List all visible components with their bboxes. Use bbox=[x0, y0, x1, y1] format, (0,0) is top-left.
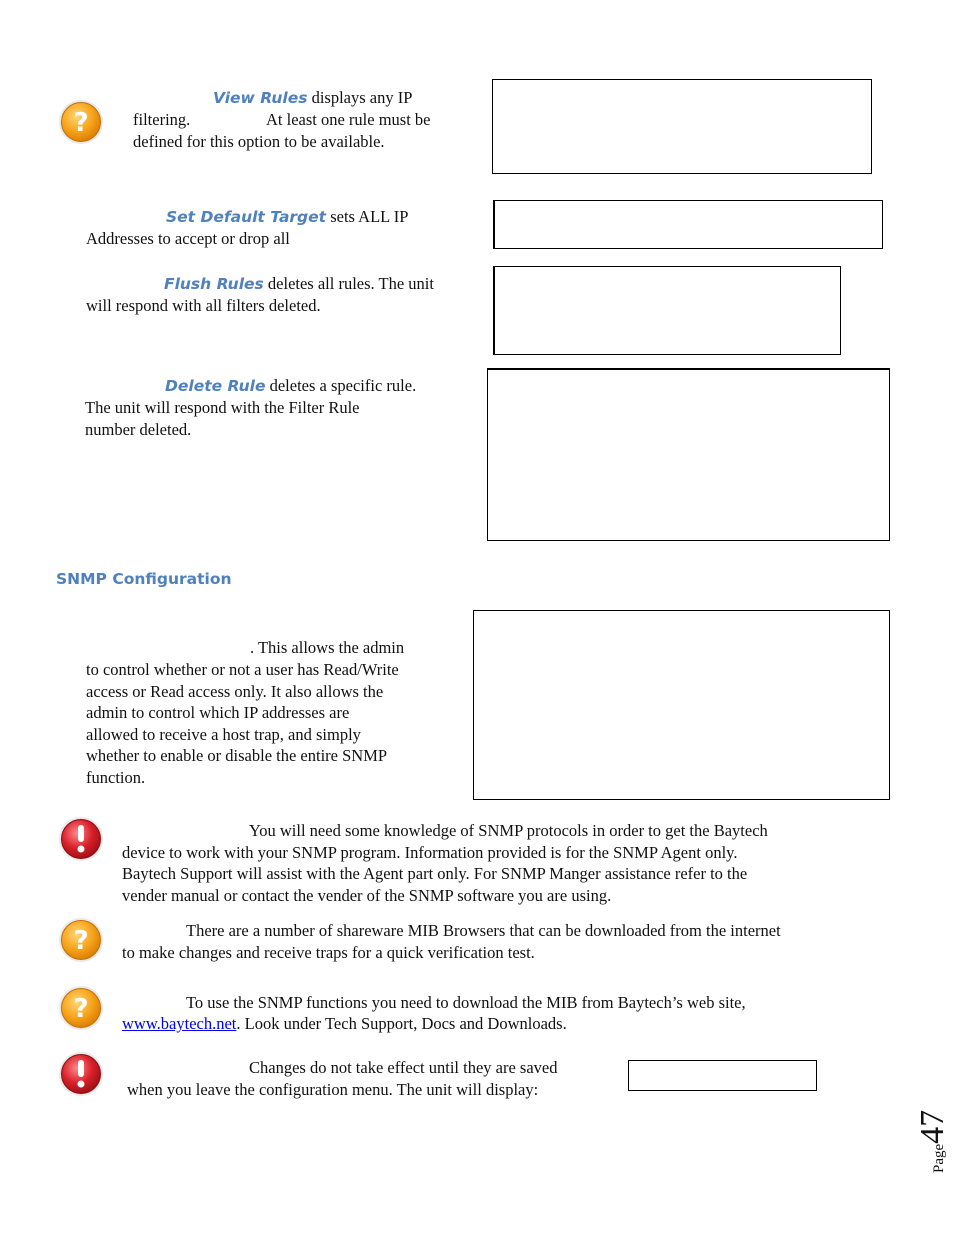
set-default-keyword: Set Default Target bbox=[166, 208, 327, 226]
note4-line1: Changes do not take effect until they are saved bbox=[249, 1058, 558, 1077]
flush-rules-text: deletes all rules. The unit bbox=[263, 274, 434, 293]
view-rules-line3: defined for this option to be available. bbox=[133, 132, 385, 151]
note1-line3: Baytech Support will assist with the Agent part only. For SNMP Manger assistance refer to the bbox=[122, 864, 748, 883]
snmp-line6: whether to enable or disable the entire SNMP bbox=[86, 746, 388, 765]
note1-line2: device to work with your SNMP program. Information provided is for the SNMP Agent only. bbox=[122, 843, 738, 862]
view-rules-text: displays any IP bbox=[307, 88, 413, 107]
snmp-heading: SNMP Configuration bbox=[56, 570, 232, 588]
note3-line2-text: . Look under Tech Support, Docs and Downloads. bbox=[236, 1014, 567, 1033]
note4-line2: when you leave the configuration menu. The unit will display: bbox=[127, 1080, 539, 1099]
flush-rules-keyword: Flush Rules bbox=[164, 275, 264, 293]
delete-rule-line2: The unit will respond with the Filter Rule bbox=[85, 398, 360, 417]
snmp-screen-box bbox=[473, 610, 890, 800]
delete-rule-line1 bbox=[165, 375, 416, 398]
view-rules-keyword: View Rules bbox=[213, 89, 308, 107]
view-rules-line2a: filtering. bbox=[133, 110, 191, 129]
set-default-text: sets ALL IP bbox=[326, 207, 409, 226]
note3-line2 bbox=[122, 1013, 567, 1035]
snmp-line7: function. bbox=[86, 768, 146, 787]
snmp-line2: to control whether or not a user has Read/Write bbox=[86, 660, 399, 679]
delete-rule-keyword: Delete Rule bbox=[165, 377, 266, 395]
note2-line2: to make changes and receive traps for a quick verification test. bbox=[122, 943, 535, 962]
note1-line4: vender manual or contact the vender of the SNMP software you are using. bbox=[122, 886, 612, 905]
set-default-screen-box bbox=[493, 200, 883, 249]
view-rules-screen-box bbox=[492, 79, 872, 174]
note2-line1: There are a number of shareware MIB Browsers that can be downloaded from the internet bbox=[186, 921, 781, 940]
delete-rule-line3: number deleted. bbox=[85, 420, 192, 439]
question-icon bbox=[56, 915, 106, 965]
snmp-line5: allowed to receive a host trap, and simply bbox=[86, 725, 361, 744]
delete-rule-screen-box bbox=[487, 368, 890, 541]
question-icon bbox=[56, 97, 106, 147]
snmp-line3: access or Read access only. It also allows the bbox=[86, 682, 384, 701]
page-number bbox=[906, 1095, 951, 1175]
svg-text:?: ? bbox=[73, 926, 89, 956]
svg-text:?: ? bbox=[73, 108, 89, 138]
flush-rules-line1 bbox=[164, 273, 434, 296]
baytech-website-link[interactable]: www.baytech.net bbox=[122, 1014, 237, 1033]
note1-line1: You will need some knowledge of SNMP protocols in order to get the Baytech bbox=[249, 821, 768, 840]
exclamation-icon bbox=[56, 1049, 106, 1099]
note3-line1: To use the SNMP functions you need to download the MIB from Baytech’s web site, bbox=[186, 993, 746, 1012]
snmp-line1: . This allows the admin bbox=[250, 638, 405, 657]
page-number-value: 47 bbox=[914, 1109, 951, 1144]
exclamation-icon bbox=[56, 814, 106, 864]
view-rules-line2b: At least one rule must be bbox=[266, 110, 431, 129]
snmp-line4: admin to control which IP addresses are bbox=[86, 703, 350, 722]
flush-rules-line2: will respond with all filters deleted. bbox=[86, 296, 321, 315]
delete-rule-text: deletes a specific rule. bbox=[265, 376, 417, 395]
flush-rules-screen-box bbox=[493, 266, 841, 355]
save-prompt-box bbox=[628, 1060, 817, 1091]
question-icon bbox=[56, 983, 106, 1033]
svg-text:?: ? bbox=[73, 994, 89, 1024]
page-label: Page bbox=[931, 1143, 947, 1173]
set-default-line1 bbox=[166, 206, 408, 229]
view-rules-line1 bbox=[213, 87, 412, 110]
set-default-line2: Addresses to accept or drop all bbox=[86, 229, 290, 248]
